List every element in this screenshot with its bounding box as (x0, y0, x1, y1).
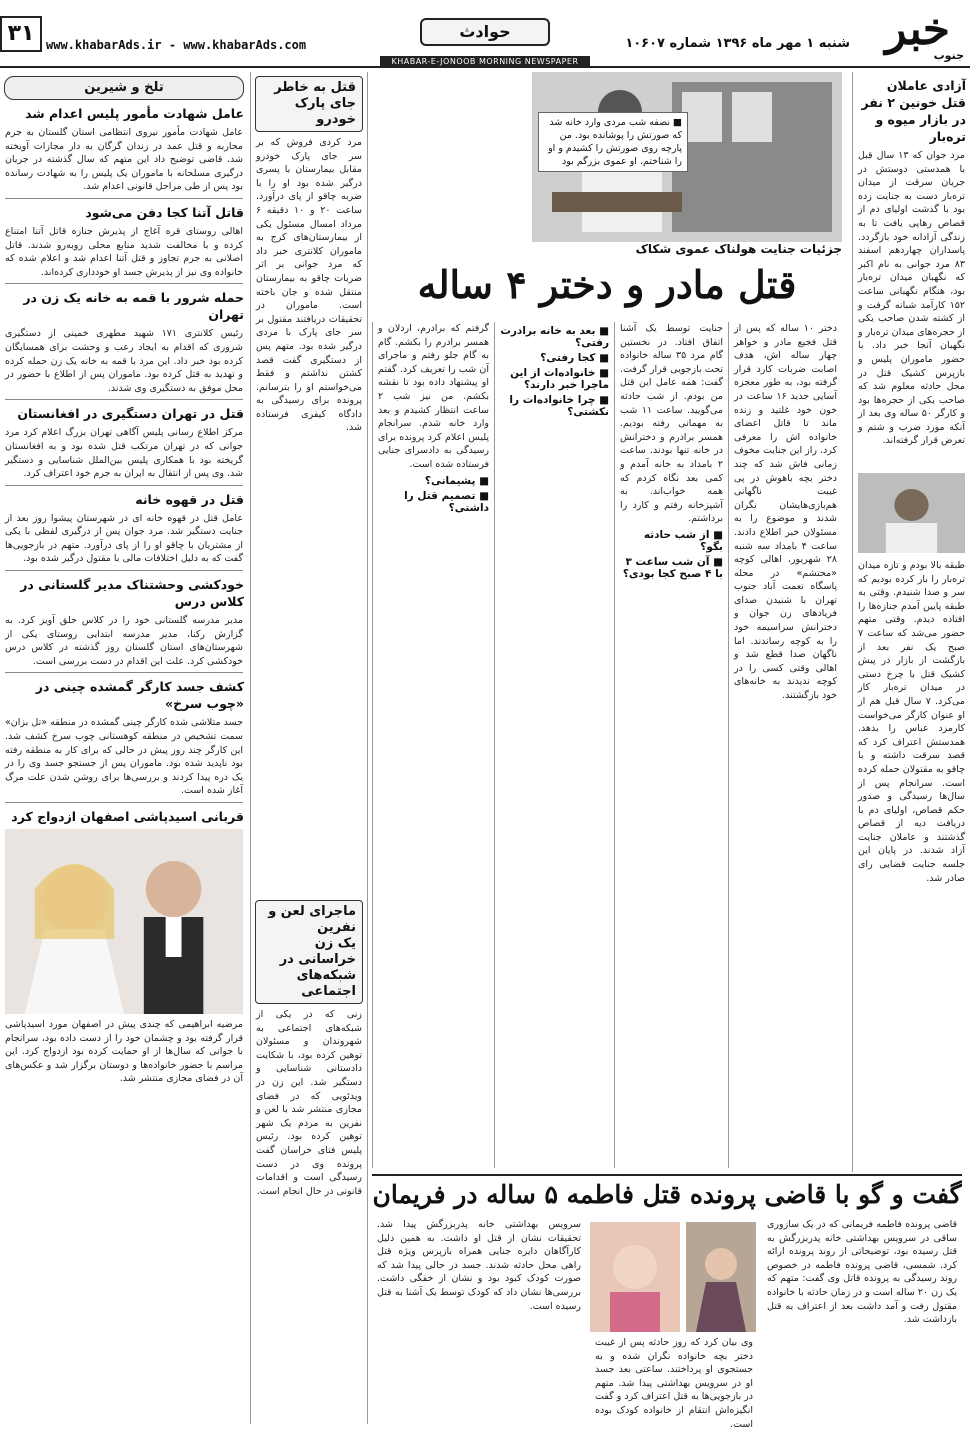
issue-dateline: شنبه ۱ مهر ماه ۱۳۹۶ شماره ۱۰۶۰۷ (625, 36, 850, 51)
left-b8: مرضیه ابراهیمی که چندی پیش در اصفهان مورد اسیدپاشی قرار گرفته بود و چشمان خود را از دست داده بود، سرانجام با جوانی که سال‌ها از او حمایت کرده بود ازدواج کرد. این مراسم با حضور خانواده‌ها و دوستان برگزار شد و عکس‌های آن در فضای مجازی منتشر شد. (5, 1019, 243, 1085)
mid-title-2 (255, 900, 363, 1004)
main-col2-text: جنایت توسط یک آشنا اتفاق افتاد. در نخستین گام مرد ۳۵ ساله خانواده تحت بازجویی قرار گرفت. گفت: همه عامل این قتل من بودم. از شب حادثه می‌گویید. ساعت ۱۱ شب به مهمانی رفته بودیم. همسر برادرم و دخترانش در خانه تنها بودند. ساعت ۲ بامداد به خانه آمدم و کمی بعد نگاه کردم که همه خواب‌اند. به آشپزخانه رفتم و کارد را برداشتم. (620, 323, 723, 525)
right-title-2: قتل خونین ۲ نفر (861, 95, 966, 110)
mid-title-2-line2: یک زن خراسانی در (279, 936, 356, 967)
fatemeh-photo-girl (590, 1222, 680, 1332)
main-q6: ■ چرا خانواده‌ات را نکشتی؟ (509, 394, 609, 418)
wedding-photo (5, 829, 243, 1014)
fatemeh-headline: گفت و گو با قاضی پرونده قتل فاطمه ۵ ساله در فریمان (372, 1174, 962, 1214)
main-story-col-2 (614, 322, 728, 1168)
left-b6: مدیر مدرسه گلستانی خود را در کلاس حلق آویز کرد. به گزارش رکنا، مدیر مدرسه ابتدایی روستای یکی از شهرستان‌های استان گلستان روز گذشته در کلاس درس خودکشی کرد. علت این اقدام در دست بررسی است. (5, 615, 243, 667)
main-col1-text: دختر ۱۰ ساله که پس از قتل فجیع مادر و خواهر چهار ساله اش، هدف اصابت ضربات کارد قرار گرفته بود، به طور معجزه آسایی جدید ۱۶ ساعت در خون خود غلتید و زنده ماند تا قاتل اعضای خانواده اش را معرفی کرد. راز این جنایت مخوف زمانی فاش شد که چند دختر بچه باهوش در پی غیبت ناگهانی هم‌بازی‌هایشان نگران شدند و موضوع را به مسئولان خبر اطلاع دادند. ساعت ۴ بامداد سه شنبه ۲۸ شهریور، اهالی کوچه «محتشم» در محله پاسگاه نعمت آباد جنوب تهران با شنیدن صدای فریادهای زن جوان و دخترانش سراسیمه خود را به کوچه رساندند. اما ناگهان صدا قطع شد و اهالی وقتی کسی را در کوچه ندیدند به خانه‌های خود بازگشتند. (733, 323, 837, 702)
main-story-col-4 (372, 322, 494, 1168)
left-section-header: تلخ و شیرین (4, 76, 244, 100)
left-b2: اهالی روستای قره آغاج از پذیرش جنازه قاتل آتنا امتناع کرده و با مخالفت شدید منابع محلی روبه‌رو شدند. قاتل اصلانی به جرم تجاوز و قتل آتنا اعدام شد و اعلام شده که خانواده وی نیز از پذیرش جسد او خودداری کرده‌اند. (5, 225, 243, 278)
fatemeh-body-3: وی بیان کرد که روز حادثه پس از غیبت دختر بچه خانواده نگران شده و به جستجوی او پرداختند. ساعتی بعد جسد او در سرویس بهداشتی پیدا شد. متهم در بازجویی‌ها به قتل اعتراف کرد و گفت انگیزه‌اش انتقام از خانواده کودک بوده است. (595, 1337, 753, 1430)
main-story-col-3 (494, 322, 614, 1168)
main-q5: ■ خانواده‌ات از این ماجرا خبر دارند؟ (510, 367, 609, 391)
page-number: ۳۱ (0, 16, 42, 52)
fatemeh-col-3 (590, 1336, 758, 1430)
left-t3: حمله شرور با قمه به خانه یک زن در تهران (23, 290, 244, 323)
left-t5: قتل در قهوه خانه (135, 491, 244, 507)
left-rule-2 (5, 283, 243, 284)
mid-title-1 (255, 76, 363, 132)
left-rule-6 (5, 672, 243, 673)
main-q3: ■ بعد به خانه برادرت رفتی؟ (500, 325, 609, 349)
left-t2: قاتل آتنا کجا دفن می‌شود (85, 204, 244, 220)
fatemeh-col-2 (372, 1218, 586, 1424)
left-t4: قتل در تهران دستگیری در افغانستان (17, 406, 244, 422)
logo-small: جنوب (933, 49, 964, 62)
left-b1: عامل شهادت مأمور نیروی انتظامی استان گلستان به جرم محاربه و قتل عمد در زندان گرگان به دار مجازات آویخته شد. قاضی توضیح داد این متهم که سال گذشته در جریان درگیری مسلحانه با ماموران یک پلیس را به شهادت رسانده بود پس از طی مراحل قانونی اعدام شد. (5, 127, 243, 193)
right-body-2: طبقه بالا بودم و تازه میدان تره‌بار را بار کرده بودیم که سر و صدا شنیدم. وقتی به طبقه پایین آمدم جنازه‌ها را افتاده دیدم. وقتی متهم حضور می‌شد که ساعت ۷ صبح یک نفر بعد از بازگشت از بازار در پیش کشیک قتل با چرخ دستی در میدان تره‌بار کار می‌کرد. ۷ سال قبل هم از او عنوان کارگر می‌خواست کارمزد عباس را بدهد. همدستش اعتراف کرد که قصد سرقت داشته و با چاقو به مقتولان حمله کرده است. سرانجام پس از سال‌ها رسیدگی و صدور حکم قصاص، اولیای دم با دریافت دیه از قصاص گذشتند و عاملان جنایت آزاد شدند. در پایان این جلسه جنایت قضایی رای صادر شد. (858, 560, 966, 884)
middle-column (250, 72, 368, 1424)
crime-scene-photo (532, 72, 842, 242)
left-rule-1 (5, 198, 243, 199)
left-b4: مرکز اطلاع رسانی پلیس آگاهی تهران بزرگ اعلام کرد مرد جوانی که در تهران مرتکب قتل شده بود و به افغانستان گریخته بود با همکاری پلیس بین‌الملل شناسایی و دستگیر شد. وی پس از انتقال به ایران به جرم خود اعتراف کرد. (5, 427, 243, 480)
mid-title-2-line3: شبکه‌های اجتماعی (296, 968, 356, 999)
fatemeh-photo-woman (686, 1222, 756, 1332)
main-q4: ■ کجا رفتی؟ (540, 352, 609, 364)
left-rule-5 (5, 570, 243, 571)
main-headline: قتل مادر و دختر ۴ ساله (417, 262, 797, 307)
right-body: مرد جوان که ۱۳ سال قبل با همدستی دوستش در جریان سرقت از میدان تره‌بار دست به جنایت زده بود با گذشت اولیای دم از قصاص رهایی یافت تا به زندگی آزادانه خود بازگردد. پاسداران چهاردهم اسفند ۸۳ مرد جوانی به نام اکبر که نگهبان میدان تره‌بار بود، هنگام نگهبانی ساعت ۱۵۲ کارآمد شبانه گرفت و از کشته شدن صاحب یکی از حجره‌های میدان تره‌بار و نگهبان آنجا خبر داد. با حضور ماموران پلیس و بازپرس کشیک قتل در محل حادثه معلوم شد که صاحب یکی از حجره‌ها بود و کارگر ۵۰ ساله وی بعد از آنکه مورد ضرب و شتم و تعرض قرار گرفته‌اند. (857, 150, 965, 447)
left-t8: قربانی اسیدپاشی اصفهان ازدواج کرد (11, 809, 244, 824)
right-column (852, 72, 970, 1172)
left-b7: جسد متلاشی شده کارگر چینی گمشده در منطقه «تل بزان» سمت تشخیص در منطقه کوهستانی چوب سرخ کشف شد. این کارگر چند روز پیش در حالی که برای کار به منطقه رفته بود ناپدید شده بود. ماموران پس از جستجو جسد وی را در یک دره پیدا کردند و بررسی‌ها برای روشن شدن علت مرگ آغاز شده است. (5, 717, 243, 797)
photo-caption: ■ نصفه شب مردی وارد خانه شد که صورتش را پوشانده بود. من پارچه روی صورتش را کشیدم و او را شناختم. او عموی بزرگم بود (538, 112, 688, 172)
man-portrait-photo (858, 473, 965, 553)
mid-title-2-line1: ماجرای لعن و نفرین (268, 904, 356, 935)
main-col3-text: گرفتم که برادرم، اردلان و همسر برادرم را بکشم. گام به گام جلو رفتم و ماجرای آن شب را تعریف کرد. گفتم او پیشنهاد داده بود تا نقشه بکشم. من نیز شب ۲ ساعت انتظار کشیدم و بعد وارد خانه شدم. سرانجام پلیس اعلام کرد پرونده برای رسیدگی به دادسرای جنایی فرستاده شده است. (378, 323, 489, 470)
mid-body-1: مرد کردی فروش که بر سر جای پارک خودرو مقابل بیمارستان با پسری درگیر شده بود او را با ضربه چاقو از پای درآورد. ساعت ۲۰ و ۱۰ دقیقه ۶ مرداد امسال مسئول یکی از بیمارستان‌های کرج به ماموران کلانتری خبر داد که مرد جوانی بر اثر ضربات چاقو به بیمارستان منتقل شده و جان باخته است. ماموران در تحقیقات دریافتند مقتول بر سر جای پارک با مردی درگیر شده بود. متهم پس از دستگیری گفت قصد کشتن نداشتم و فقط می‌خواستم او را بترسانم. پرونده برای رسیدگی به دادگاه کیفری فرستاده شد. (256, 137, 362, 434)
english-banner: KHABAR-E-JONOOB MORNING NEWSPAPER (380, 56, 590, 68)
left-rule-3 (5, 399, 243, 400)
main-q7: ■ پشیمانی؟ (424, 474, 489, 487)
right-title-1: آزادی عاملان (886, 78, 966, 93)
left-t1: عامل شهادت مأمور پلیس اعدام شد (25, 106, 244, 121)
main-q8: ■ تصمیم قتل را داشتی؟ (404, 489, 489, 514)
fatemeh-col-1 (762, 1218, 962, 1424)
left-rule-7 (5, 802, 243, 803)
left-t7: کشف جسد کارگر گمشده چینی در «چوب سرخ» (35, 679, 244, 712)
logo-word: خبر (885, 4, 950, 55)
left-b5: عامل قتل در قهوه خانه ای در شهرستان پیشوا روز بعد از جنایت دستگیر شد. مرد جوان پس از درگیری لفظی با یکی از مشتریان با چاقو او را از پای درآورد. متهم در بازجویی‌ها گفت که به دلیل اختلافات مالی با مقتول درگیر شده بود. (5, 512, 243, 565)
left-column (0, 72, 248, 1424)
section-title: حوادث (420, 18, 550, 46)
newspaper-logo (868, 4, 964, 64)
website-url[interactable]: www.khabarAds.ir - www.khabarAds.com (46, 38, 307, 52)
masthead (0, 0, 970, 68)
main-kicker: جزئیات جنایت هولناک عموی شکاک (635, 242, 842, 256)
main-q1: ■ از شب حادثه بگو؟ (643, 528, 723, 553)
mid-title-1-line1: قتل به خاطر (274, 80, 356, 95)
left-b3: رئیس کلانتری ۱۷۱ شهید مطهری خمینی از دستگیری شروری که اقدام به ایجاد رعب و وحشت برای همسایگان کرده بود خبر داد. این مرد با قمه به خانه یک زن حمله کرده و تهدید به قتل کرده بود. ماموران پس از اطلاع با حضور در محل موفق به دستگیری وی شدند. (5, 328, 243, 394)
mid-body-2: زنی که در یکی از شبکه‌های اجتماعی به شهروندان و مسئولان توهین کرده بود، با شکایت دادستانی شناسایی و دستگیر شد. این زن در ویدئویی که در فضای مجازی منتشر شد با لعن و نفرین به مردم یک شهر توهین کرده بود. رئیس پلیس فتای خراسان گفت پرونده وی در دست رسیدگی است و اقدامات قانونی در حال انجام است. (256, 1009, 362, 1197)
fatemeh-body-1: قاضی پرونده فاطمه فریمانی که در یک ساز‌وری ساقی در سرویس بهداشتی خانه پدربزرگش به قتل رسیده بود، توضیحاتی از روند پرونده ارائه کرد. شمسی، قاضی پرونده فاطمه در خصوص روند رسیدگی به پرونده قاتل وی گفت: متهم که یک زن ۲۰ ساله است و در زمان حادثه با خانواده مقتول رفت و آمد داشت بعد از اعتراف به قتل بازداشت شد. (767, 1219, 957, 1326)
right-title-3: در بازار میوه و تره‌بار (875, 112, 966, 144)
main-story-col-1 (728, 322, 842, 1168)
main-q2: ■ آن شب ساعت ۳ با ۴ صبح کجا بودی؟ (622, 555, 723, 580)
left-rule-4 (5, 485, 243, 486)
mid-title-1-line2: جای پارک خودرو (294, 96, 356, 127)
fatemeh-body-2: سرویس بهداشتی خانه پدربزرگش پیدا شد. تحقیقات نشان از قتل او داشت. به همین دلیل کارآگاهان دایره جنایی همراه بازپرس ویژه قتل راهی محل حادثه شدند. جسد در حالی پیدا شد که صورت کودک کبود بود و نشان از خفگی داشت. بررسی‌ها نشان داد که کودک توسط یک آشنا به قتل رسیده است. (377, 1219, 581, 1312)
left-t6: خودکشی وحشتناک مدیر گلستانی در کلاس درس (20, 577, 244, 610)
